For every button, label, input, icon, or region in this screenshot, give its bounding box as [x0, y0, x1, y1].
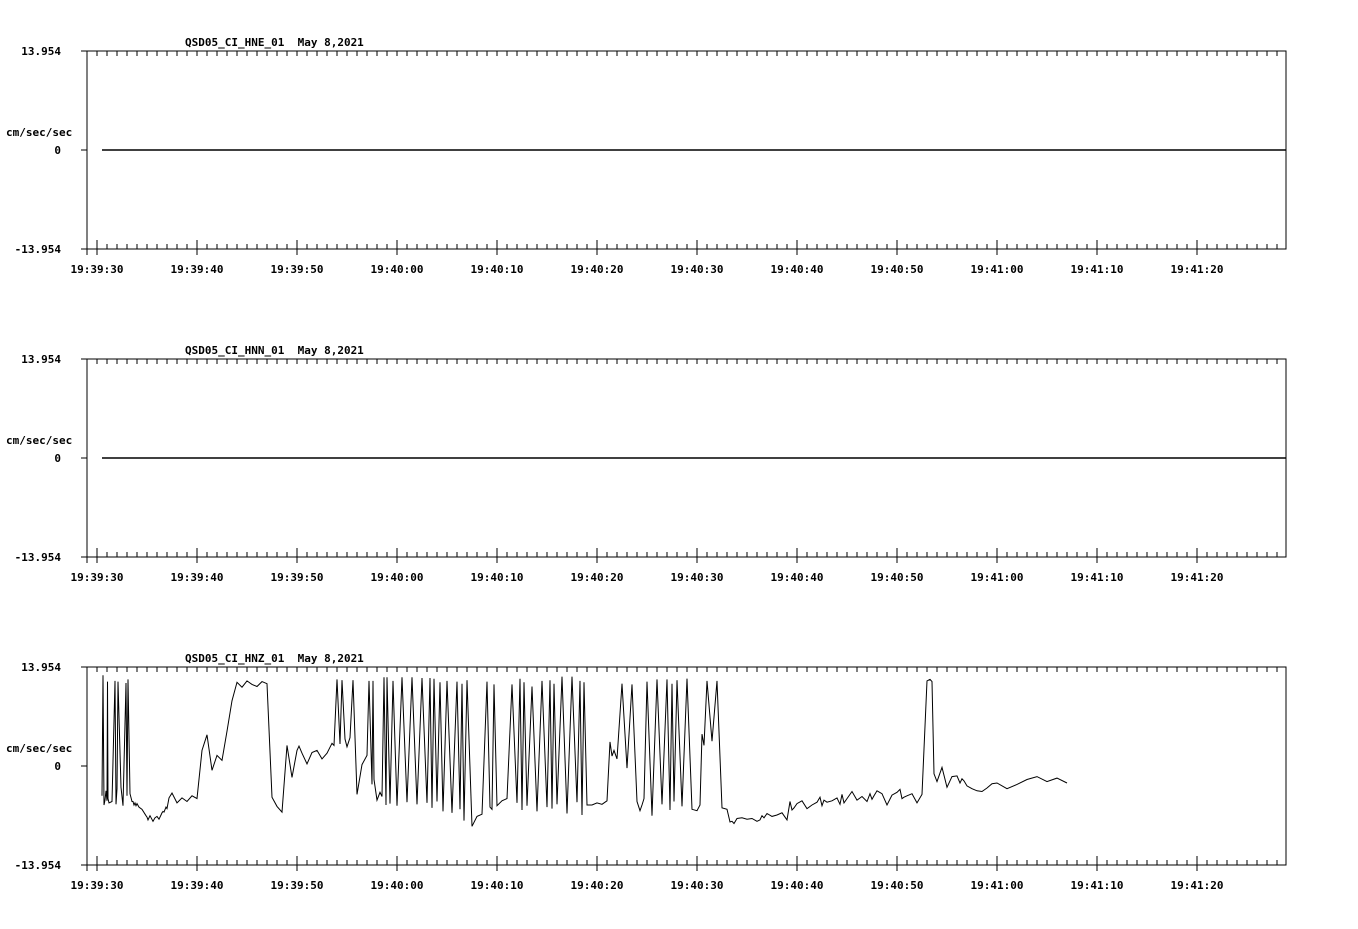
panel-2 [6, 344, 1286, 584]
x-tick-label: 19:40:50 [870, 571, 924, 584]
y-tick-label: -13.954 [14, 859, 61, 872]
x-tick-label: 19:41:00 [970, 571, 1024, 584]
x-tick-label: 19:40:30 [670, 879, 724, 892]
x-tick-label: 19:41:20 [1170, 571, 1224, 584]
y-axis-unit-label: cm/sec/sec [6, 126, 73, 139]
x-tick-label: 19:39:40 [170, 571, 224, 584]
x-tick-label: 19:40:10 [470, 571, 524, 584]
x-tick-label: 19:39:30 [70, 571, 124, 584]
y-tick-label: 13.954 [21, 353, 61, 366]
x-tick-label: 19:40:00 [370, 263, 424, 276]
y-tick-label: -13.954 [14, 551, 61, 564]
x-tick-label: 19:40:10 [470, 879, 524, 892]
x-tick-label: 19:39:30 [70, 263, 124, 276]
x-tick-label: 19:41:00 [970, 879, 1024, 892]
x-tick-label: 19:39:50 [270, 879, 324, 892]
x-tick-label: 19:40:50 [870, 879, 924, 892]
x-tick-label: 19:39:50 [270, 263, 324, 276]
panel-title: QSD05_CI_HNZ_01 May 8,2021 [185, 652, 364, 665]
y-axis-unit-label: cm/sec/sec [6, 434, 73, 447]
x-tick-label: 19:39:50 [270, 571, 324, 584]
y-tick-label: 0 [54, 760, 61, 773]
y-axis-unit-label: cm/sec/sec [6, 742, 73, 755]
panel-1 [6, 36, 1286, 276]
y-tick-label: -13.954 [14, 243, 61, 256]
panel-title: QSD05_CI_HNN_01 May 8,2021 [185, 344, 364, 357]
waveform-trace [102, 675, 1067, 826]
x-tick-label: 19:41:10 [1070, 879, 1124, 892]
x-tick-label: 19:41:20 [1170, 879, 1224, 892]
x-tick-label: 19:40:40 [770, 571, 824, 584]
x-tick-label: 19:40:00 [370, 879, 424, 892]
x-tick-label: 19:39:40 [170, 263, 224, 276]
panel-title: QSD05_CI_HNE_01 May 8,2021 [185, 36, 364, 49]
x-tick-label: 19:40:50 [870, 263, 924, 276]
x-tick-label: 19:39:30 [70, 879, 124, 892]
x-tick-label: 19:40:20 [570, 879, 624, 892]
panel-3 [6, 652, 1286, 892]
x-tick-label: 19:40:30 [670, 571, 724, 584]
x-tick-label: 19:41:20 [1170, 263, 1224, 276]
x-tick-label: 19:40:40 [770, 879, 824, 892]
x-tick-label: 19:41:10 [1070, 263, 1124, 276]
x-tick-label: 19:40:30 [670, 263, 724, 276]
x-tick-label: 19:40:10 [470, 263, 524, 276]
x-tick-label: 19:41:00 [970, 263, 1024, 276]
x-tick-label: 19:40:00 [370, 571, 424, 584]
y-tick-label: 13.954 [21, 661, 61, 674]
y-tick-label: 13.954 [21, 45, 61, 58]
x-tick-label: 19:39:40 [170, 879, 224, 892]
x-tick-label: 19:40:20 [570, 571, 624, 584]
x-tick-label: 19:40:40 [770, 263, 824, 276]
y-tick-label: 0 [54, 452, 61, 465]
x-tick-label: 19:40:20 [570, 263, 624, 276]
x-tick-label: 19:41:10 [1070, 571, 1124, 584]
y-tick-label: 0 [54, 144, 61, 157]
